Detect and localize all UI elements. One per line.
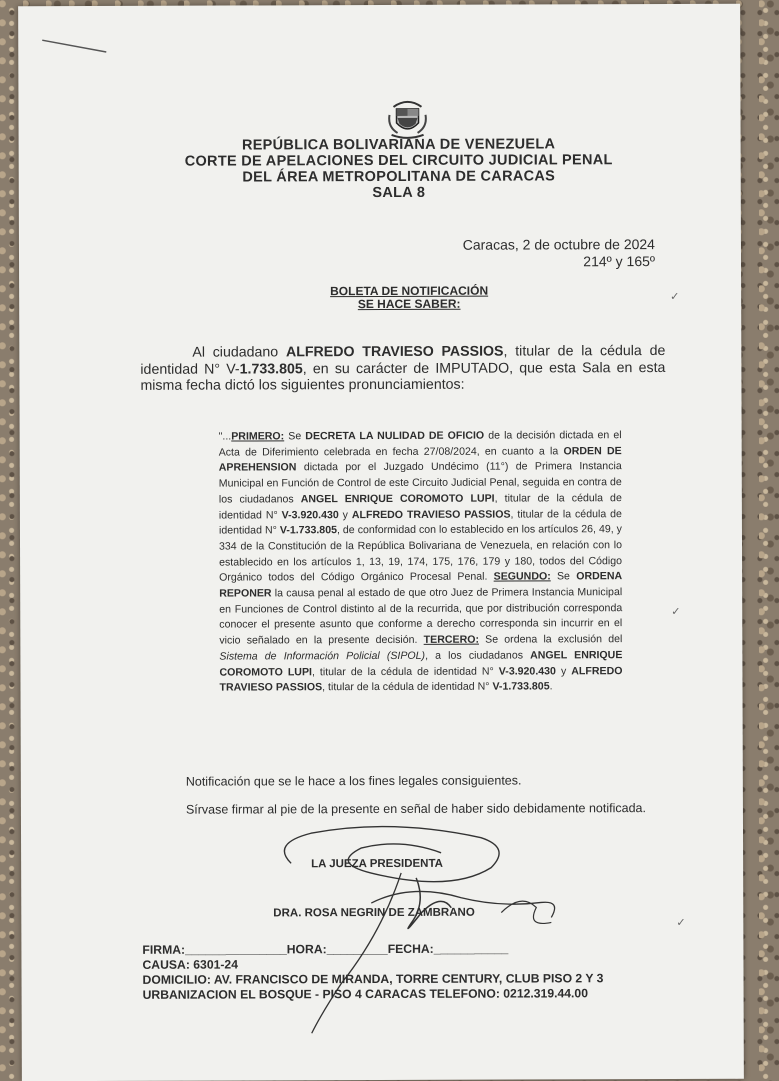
header-republic: REPÚBLICA BOLIVARIANA DE VENEZUELA: [241, 136, 556, 154]
coat-of-arms-emblem: [383, 93, 431, 141]
imputado-name: ALFREDO TRAVIESO PASSIOS: [285, 343, 504, 361]
check-mark-icon: ✓: [671, 605, 681, 618]
document-paper: [18, 4, 744, 1081]
causa-number: CAUSA: 6301-24: [142, 957, 239, 972]
intro-paragraph: Al ciudadano ALFREDO TRAVIESO PASSIOS, titular de la cédula de identidad N° V-1.733.805, en su carácter de IMPUTADO, que esta Sala en esta misma fecha dictó los siguientes pronunciamientos:: [140, 343, 666, 394]
document-years: 214º y 165º: [583, 253, 656, 270]
imputado-id: 1.733.805: [239, 360, 303, 377]
check-mark-icon: ✓: [670, 290, 680, 303]
firma-hora-fecha-line: FIRMA:_______________HORA:_________FECHA:___________: [142, 941, 509, 957]
header-sala: SALA 8: [372, 184, 426, 202]
jueza-label: LA JUEZA PRESIDENTA: [311, 857, 443, 871]
boleta-subtitle: SE HACE SABER:: [357, 296, 461, 312]
header-area: DEL ÁREA METROPOLITANA DE CARACAS: [242, 168, 556, 186]
check-mark-icon: ✓: [676, 916, 686, 929]
notification-text: Notificación que se le hace a los fines legales consiguientes.: [185, 773, 522, 789]
urbanizacion-line: URBANIZACION EL BOSQUE - PISO 4 CARACAS TELEFONO: 0212.319.44.00: [142, 986, 589, 1002]
segundo-label: SEGUNDO:: [493, 570, 551, 583]
primero-label: PRIMERO:: [231, 430, 285, 443]
decision-quote: "...PRIMERO: Se DECRETA LA NULIDAD DE OFICIO de la decisión dictada en el Acta de Diferimiento celebrada en fecha 27/08/2024, en cuanto a la ORDEN DE APREHENSION dictada por el Juzgado Undécimo (11°) de Primera Instancia Municipal en Función de Control de este Circuito Judicial Penal, seguida en contra de los ciudadanos ANGEL ENRIQUE COROMOTO LUPI, titular de la cédula de identidad N° V-3.920.430 y ALFREDO TRAVIESO PASSIOS, titular de la cédula de identidad N° V-1.733.805, de conformidad con lo establecido en los artículos 26, 49, y 334 de la Constitución de la República Bolivariana de Venezuela, en relación con lo establecido en los artículos 1, 13, 19, 174, 175, 176, 179 y 180, todos del Código Orgánico todos del Código Orgánico Procesal Penal. SEGUNDO: Se ORDENA REPONER la causa penal al estado de que otro Juez de Primera Instancia Municipal en Funciones de Control distinto al de la recurrida, que por distribución corresponda conocer el presente asunto que conforme a derecho corresponda sin incurrir en el vicio señalado en la presente decisión. TERCERO: Se ordena la exclusión del Sistema de Información Policial (SIPOL), a los ciudadanos ANGEL ENRIQUE COROMOTO LUPI, titular de la cédula de identidad N° V-3.920.430 y ALFREDO TRAVIESO PASSIOS, titular de la cédula de identidad N° V-1.733.805.: [218, 429, 623, 694]
judge-name: DRA. ROSA NEGRIN DE ZAMBRANO: [273, 906, 475, 920]
handwritten-signature: [251, 812, 582, 1043]
document-date: Caracas, 2 de octubre de 2024: [462, 236, 655, 253]
boleta-title: BOLETA DE NOTIFICACIÓN: [330, 283, 489, 299]
domicilio-line: DOMICILIO: AV. FRANCISCO DE MIRANDA, TORRE CENTURY, CLUB PISO 2 Y 3: [142, 971, 604, 987]
pen-mark: [40, 36, 110, 56]
header-court: CORTE DE APELACIONES DEL CIRCUITO JUDICIAL PENAL: [184, 152, 613, 170]
sign-request-text: Sírvase firmar al pie de la presente en señal de haber sido debidamente notificada.: [185, 801, 646, 817]
tercero-label: TERCERO:: [423, 633, 480, 646]
